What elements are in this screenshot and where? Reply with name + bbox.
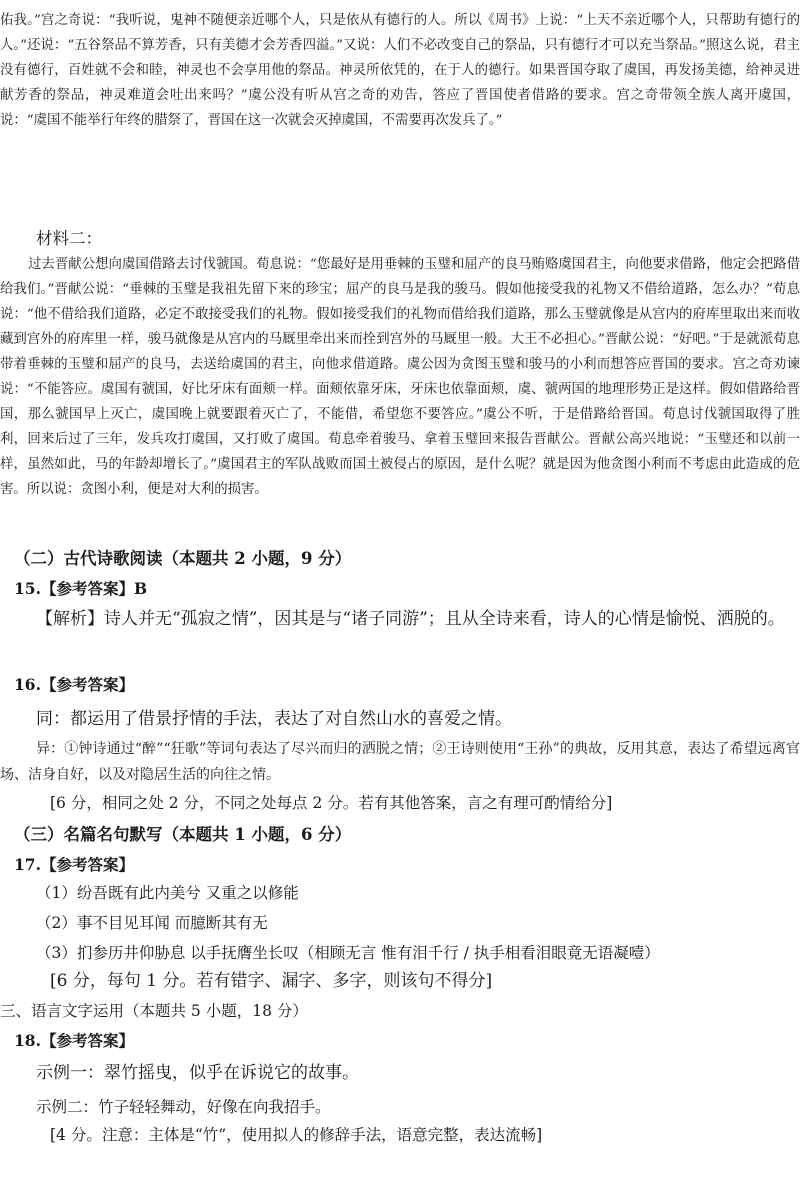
question-15-analysis xyxy=(0,604,800,634)
material-two-block xyxy=(0,252,800,502)
question-17-answers xyxy=(0,878,800,968)
question-18-score xyxy=(0,1120,800,1150)
question-16-same xyxy=(0,704,800,734)
question-heading: 15.【参考答案】B xyxy=(14,579,148,598)
question-16-score xyxy=(0,788,800,818)
analysis-text: 【解析】诗人并无“孤寂之情”，因其是与“诸子同游”；且从全诗来看，诗人的心情是愉悦、洒脱的。 xyxy=(36,609,785,629)
part-title: 三、语言文字运用（本题共 5 小题，18 分） xyxy=(0,1002,308,1020)
question-16-diff xyxy=(0,736,800,788)
score-note: [6 分，每句 1 分。若有错字、漏字、多字，则该句不得分] xyxy=(50,971,493,991)
question-15 xyxy=(0,574,800,604)
part-heading xyxy=(0,996,800,1026)
material-one-continuation xyxy=(0,8,800,133)
question-17-score xyxy=(0,966,800,996)
answer-line: （1）纷吾既有此内美兮 又重之以修能 xyxy=(36,884,299,902)
question-18 xyxy=(0,1026,800,1056)
example-text: 示例二：竹子轻轻舞动，好像在向我招手。 xyxy=(36,1098,331,1116)
paragraph: 佑我。”宫之奇说：“我听说，鬼神不随便亲近哪个人，只是依从有德行的人。所以《周书》上说：“上天不亲近哪个人，只帮助有德行的人。”还说：“五谷祭品不算芳香，只有美德才会芳香四溢。”又说：人们不必改变自己的祭品，只有德行才可以充当祭品。”照这么说，君主没有德行，百姓就不会和睦，神灵也不会享用他的祭品。神灵所依凭的，在于人的德行。如果晋国夺取了虞国，再发扬美德，给神灵进献芳香的祭品，神灵难道会吐出来吗？”虞公没有听从宫之奇的劝告，答应了晋国使者借路的要求。宫之奇带领全族人离开虞国，说：“虞国不能举行年终的腊祭了，晋国在这一次就会灭掉虞国，不需要再次发兵了。” xyxy=(0,13,800,128)
answer-text: 异：①钟诗通过“醉”“狂歌”等词句表达了尽兴而归的洒脱之情；②王诗则使用“王孙”的典故，反用其意，表达了希望远离官场、洁身自好，以及对隐居生活的向往之情。 xyxy=(0,741,800,783)
section-heading xyxy=(0,818,800,851)
question-18-example-2 xyxy=(0,1092,800,1122)
section-heading xyxy=(0,542,800,575)
answer-line: （2）事不目见耳闻 而臆断其有无 xyxy=(36,914,268,932)
question-17 xyxy=(0,850,800,880)
material-two-heading-block xyxy=(0,222,800,255)
question-heading: 17.【参考答案】 xyxy=(14,855,134,874)
question-heading: 18.【参考答案】 xyxy=(14,1031,134,1050)
answer-line: （3）扪参历井仰胁息 以手抚膺坐长叹（相顾无言 惟有泪千行 / 执手相看泪眼竟无语凝噎） xyxy=(36,944,660,962)
section-title: （三）名篇名句默写（本题共 1 小题，6 分） xyxy=(14,825,352,844)
question-heading: 16.【参考答案】 xyxy=(14,675,134,694)
question-16 xyxy=(0,670,800,700)
answer-text: 同：都运用了借景抒情的手法，表达了对自然山水的喜爱之情。 xyxy=(36,709,512,729)
question-18-example-1 xyxy=(0,1058,800,1088)
paragraph: 过去晋献公想向虞国借路去讨伐虢国。荀息说：“您最好是用垂棘的玉璧和屈产的良马贿赂虞国君主，向他要求借路，他定会把路借给我们。”晋献公说：“垂棘的玉璧是我祖先留下来的珍宝；屈产的良马是我的骏马。假如他接受我的礼物又不借给道路，怎么办？”荀息说：“他不借给我们道路，必定不敢接受我们的礼物。假如接受我们的礼物而借给我们道路，那么玉璧就像是从宫内的府库里取出来而收藏到宫外的府库里一样，骏马就像是从宫内的马厩里牵出来而拴到宫外的马厩里一般。大王不必担心。”晋献公说：“好吧。”于是就派荀息带着垂棘的玉璧和屈产的良马，去送给虞国的君主，向他求借道路。虞公因为贪图玉璧和骏马的小利而想答应晋国的要求。宫之奇劝谏说：“不能答应。虞国有虢国，好比牙床有面颊一样。面颊依靠牙床，牙床也依靠面颊，虞、虢两国的地理形势正是这样。假如借路给晋国，那么虢国早上灭亡，虞国晚上就要跟着灭亡了，不能借，希望您不要答应。”虞公不听，于是借路给晋国。荀息讨伐虢国取得了胜利，回来后过了三年，发兵攻打虞国，又打败了虞国。荀息牵着骏马、拿着玉璧回来报告晋献公。晋献公高兴地说：“玉璧还和以前一样，虽然如此，马的年龄却增长了。”虞国君主的军队战败而国土被侵占的原因，是什么呢？就是因为他贪图小利而不考虑由此造成的危害。所以说：贪图小利，便是对大利的损害。 xyxy=(0,257,800,497)
score-note: [6 分，相同之处 2 分，不同之处每点 2 分。若有其他答案，言之有理可酌情给分] xyxy=(50,794,613,812)
section-title: （二）古代诗歌阅读（本题共 2 小题，9 分） xyxy=(14,549,352,568)
section-label: 材料二： xyxy=(36,229,102,248)
score-note: [4 分。注意：主体是“竹”，使用拟人的修辞手法，语意完整，表达流畅] xyxy=(50,1126,543,1144)
example-text: 示例一：翠竹摇曳，似乎在诉说它的故事。 xyxy=(36,1063,359,1083)
